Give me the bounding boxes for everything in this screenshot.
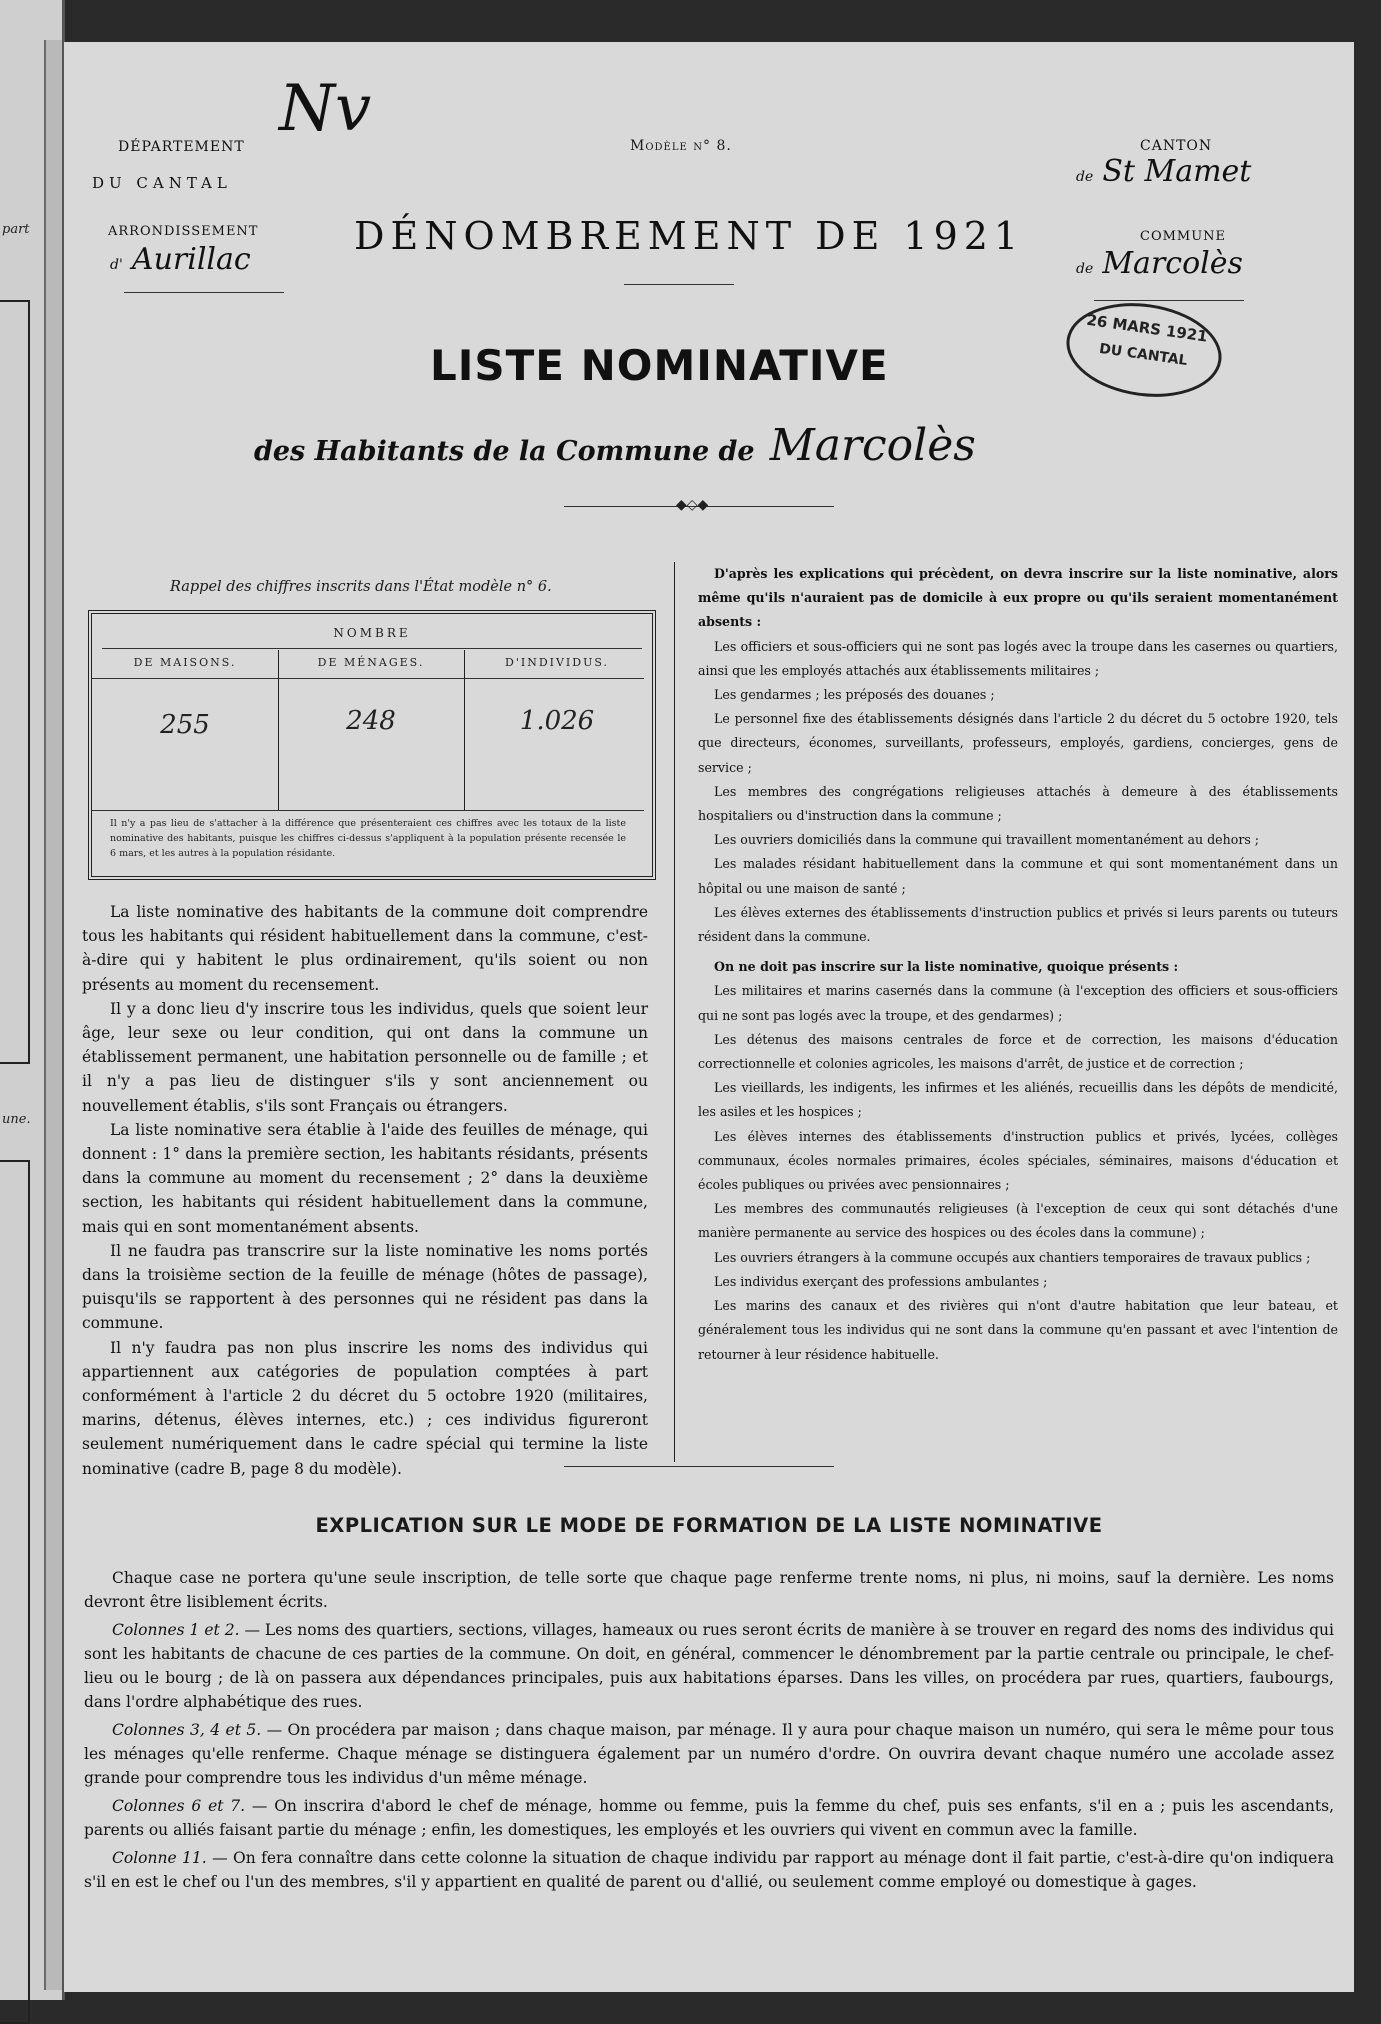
right-paragraph: Les membres des congrégations religieuses attachés à demeure à des établissements hospitaliers ou d'instruction dans la commune ; [698,783,1338,824]
left-paragraph: Il n'y faudra pas non plus inscrire les noms des individus qui appartiennent aux catégories de population comptées à part conformément à l'article 2 du décret du 5 octobre 1920 (militaires, marins, détenus, élèves internes, etc.) ; ces individus figureront seulement numériquement dans le cadre spécial qui termine la liste nominative (cadre B, page 8 du modèle). [82,1338,648,1478]
stamp-place: DU CANTAL [1098,340,1189,370]
left-paragraph: La liste nominative des habitants de la commune doit comprendre tous les habitants qui résident habituellement dans la commune, c'est-à-dire qui y habitent le plus ordinairement, qu'ils soient ou non présents au moment du recensement. [82,903,648,994]
right-paragraph: D'après les explications qui précèdent, on devra inscrire sur la liste nominative, alors même qu'ils n'auraient pas de domicile à eux propre ou qu'ils seraient momentanément absents : [698,566,1338,630]
document-page [64,42,1354,1992]
right-paragraph: Les marins des canaux et des rivières qui n'ont d'autre habitation que leur bateau, et généralement tous les individus qui ne sont dans la commune qu'en passant et avec l'intention de retourner à leur résidence habituelle. [698,1298,1338,1362]
nombre-header-rule [102,648,642,649]
commune-label: COMMUNE [1140,229,1227,244]
commune-value: Marcolès [1102,246,1243,281]
section-rule [564,1466,834,1467]
right-paragraph: Les ouvriers domiciliés dans la commune qui travaillent momentanément au dehors ; [714,832,1260,848]
item-text: — On procédera par maison ; dans chaque maison, par ménage. Il y aura pour chaque maison un numéro, qui sera le même pour tous les ménages qu'elle renferme. Chaque ménage se distinguera également par un numéro d'ordre. On ouvrira devant chaque numéro une accolade assez grande pour comprendre tous les individus d'un même ménage. [84,1721,1335,1787]
explication-item [84,1618,1334,1714]
item-text: — On inscrira d'abord le chef de ménage, homme ou femme, puis la femme du chef, puis ses enfants, s'il en a ; puis les ascendants, parents ou alliés faisant partie du ménage ; enfin, les domestiques, les employés et les ouvriers qui vivent en commun avec la famille. [84,1797,1334,1839]
left-paragraph: Il y a donc lieu d'y inscrire tous les individus, quels que soient leur âge, leur sexe ou leur condition, qui ont dans la commune un établissement permanent, une habitation personnelle ou de famille ; et il n'y a pas lieu de distinguer s'ils y sont anciennement ou nouvellement établis, s'ils sont Français ou étrangers. [82,999,648,1115]
canton-prefix: de [1076,169,1094,185]
census-title: DÉNOMBREMENT DE 1921 [354,214,1025,258]
arrondissement-prefix: d' [110,257,123,273]
explication-title: EXPLICATION SUR LE MODE DE FORMATION DE LA LISTE NOMINATIVE [315,1514,1103,1537]
book-spine [0,0,65,2000]
list-title: LISTE NOMINATIVE [430,341,889,390]
nombre-header: NOMBRE [333,626,411,640]
right-column-text [698,562,1338,1367]
right-paragraph: Les vieillards, les indigents, les infirmes et les aliénés, recueillis dans les dépôts de mendicité, les asiles et les hospices ; [698,1080,1338,1120]
subtitle-commune: Marcolès [769,420,976,471]
item-label: Colonnes 6 et 7. [112,1797,246,1815]
item-label: Colonne 11. [112,1849,207,1867]
canton-field [1076,154,1346,189]
explication-text [84,1566,1334,1894]
explication-item [84,1794,1334,1842]
right-paragraph: Les ouvriers étrangers à la commune occupés aux chantiers temporaires de travaux publics ; [714,1249,1311,1265]
commune-field [1076,246,1346,281]
canton-value: St Mamet [1102,154,1252,189]
commune-underline [1094,300,1244,301]
date-stamp [1060,294,1227,407]
spine-table-fragment [0,300,30,1064]
note-rule [92,810,644,811]
subtitle [254,420,1154,471]
handwritten-note: Nv [279,72,372,146]
explication-intro: Chaque case ne portera qu'une seule inscription, de telle sorte que chaque page renferme trente noms, ni plus, ni moins, sauf la dernière. Les noms devront être lisiblement écrits. [84,1569,1334,1611]
subtitle-prefix: des Habitants de la Commune de [254,436,755,467]
column-maisons: DE MAISONS. [133,656,237,669]
spine-table-fragment-2 [0,1160,30,2024]
commune-prefix: de [1076,261,1094,277]
spine-word-une: une. [2,1112,31,1127]
rappel-note: Il n'y a pas lieu de s'attacher à la différence que présenteraient ces chiffres avec les totaux de la liste nominative des habitants, puisque les chiffres ci-dessus s'appliquent à la population présente recensée le 6 mars, et les autres à la population résidante. [110,818,626,859]
page-edge [44,40,62,1990]
right-paragraph: Les détenus des maisons centrales de force et de correction, les maisons d'éducation correctionnelle et colonies agricoles, les maisons d'arrêt, de justice et de correction ; [698,1031,1338,1072]
departement-value: DU CANTAL [92,174,232,192]
item-label: Colonnes 1 et 2. [112,1621,240,1639]
title-rule [624,284,734,285]
right-paragraph: Les militaires et marins casernés dans la commune (à l'exception des officiers et sous-officiers qui ne sont pas logés avec la troupe, et des gendarmes) ; [698,983,1338,1023]
canton-label: CANTON [1140,138,1213,154]
ornament: ◆◇◆ [676,497,709,513]
left-column-text [82,900,648,1481]
right-paragraph: Le personnel fixe des établissements désignés dans l'article 2 du décret du 5 octobre 1920, tels que directeurs, économes, surveillants, professeurs, employés, gardiens, concierges, gens de service ; [698,711,1338,775]
stamp-date: 26 MARS 1921 [1085,310,1209,346]
left-paragraph: La liste nominative sera établie à l'aide des feuilles de ménage, qui donnent : 1° dans la première section, les habitants résidants, présents dans la commune au moment du recensement ; 2° dans la deuxième section, les habitants qui résident habituellement dans la commune, mais qui en sont momentanément absents. [82,1120,648,1236]
right-paragraph: Les élèves internes des établissements d'instruction publics et privés, lycées, collèges communaux, écoles normales primaires, écoles spéciales, séminaires, maisons d'éducation et écoles publiques ou privées avec pensionnaires ; [698,1128,1338,1193]
column-header-rule [92,678,644,679]
item-text: — Les noms des quartiers, sections, villages, hameaux ou rues seront écrits de manière à se trouver en regard des noms des individus qui sont les habitants de chacune de ces parties de la commune. On doit, en général, commencer le dénombrement par la partie centrale ou principale, le chef-lieu ou le bourg ; de là on passera aux dépendances principales, puis aux habitations éparses. Dans les villes, on procédera par rues, quartiers, faubourgs, dans l'ordre alphabétique des rues. [84,1621,1334,1711]
arrondissement-underline [124,292,284,293]
right-paragraph: Les officiers et sous-officiers qui ne sont pas logés avec la troupe dans les casernes ou quartiers, ainsi que les employés attachés aux établissements militaires ; [698,638,1338,678]
explication-item [84,1718,1334,1790]
arrondissement-field [110,242,350,277]
right-paragraph: Les élèves externes des établissements d'instruction publics et privés si leurs parents ou tuteurs résident dans la commune. [698,904,1338,945]
nombre-table [88,610,656,880]
rappel-caption: Rappel des chiffres inscrits dans l'État modèle n° 6. [170,579,552,595]
left-paragraph: Il ne faudra pas transcrire sur la liste nominative les noms portés dans la troisième section de la feuille de ménage (hôtes de passage), puisqu'ils se rapportent à des personnes qui ne résident pas dans la commune. [82,1241,648,1333]
right-paragraph: Les individus exerçant des professions ambulantes ; [714,1273,1048,1289]
item-text: — On fera connaître dans cette colonne la situation de chaque individu par rapport au ménage dont il fait partie, c'est-à-dire qu'on indiquera s'il en est le chef ou l'un des membres, s'il y appartient en qualité de parent ou d'allié, ou seulement comme employé ou domestique à gages. [84,1849,1334,1891]
right-paragraph: Les malades résidant habituellement dans la commune et qui sont momentanément dans un hôpital ou une maison de santé ; [698,856,1338,896]
value-maisons: 255 [160,710,210,740]
column-individus: D'INDIVIDUS. [505,656,609,669]
right-paragraph: Les gendarmes ; les préposés des douanes ; [714,687,995,703]
arrondissement-value: Aurillac [131,242,251,277]
right-paragraph: Les membres des communautés religieuses (à l'exception de ceux qui sont détachés d'une manière permanente au service des hospices ou des écoles dans la commune) ; [698,1201,1338,1241]
modele-number: Modèle n° 8. [630,138,732,154]
value-individus: 1.026 [519,706,595,736]
departement-label: DÉPARTEMENT [118,139,245,155]
explication-item [84,1846,1334,1894]
spine-word-part: part [2,222,30,237]
right-paragraph: On ne doit pas inscrire sur la liste nominative, quoique présents : [714,959,1179,975]
value-menages: 248 [346,706,396,736]
arrondissement-label: ARRONDISSEMENT [108,224,259,239]
item-label: Colonnes 3, 4 et 5. [112,1721,262,1739]
column-divider [674,562,675,1462]
column-menages: DE MÉNAGES. [317,656,425,669]
